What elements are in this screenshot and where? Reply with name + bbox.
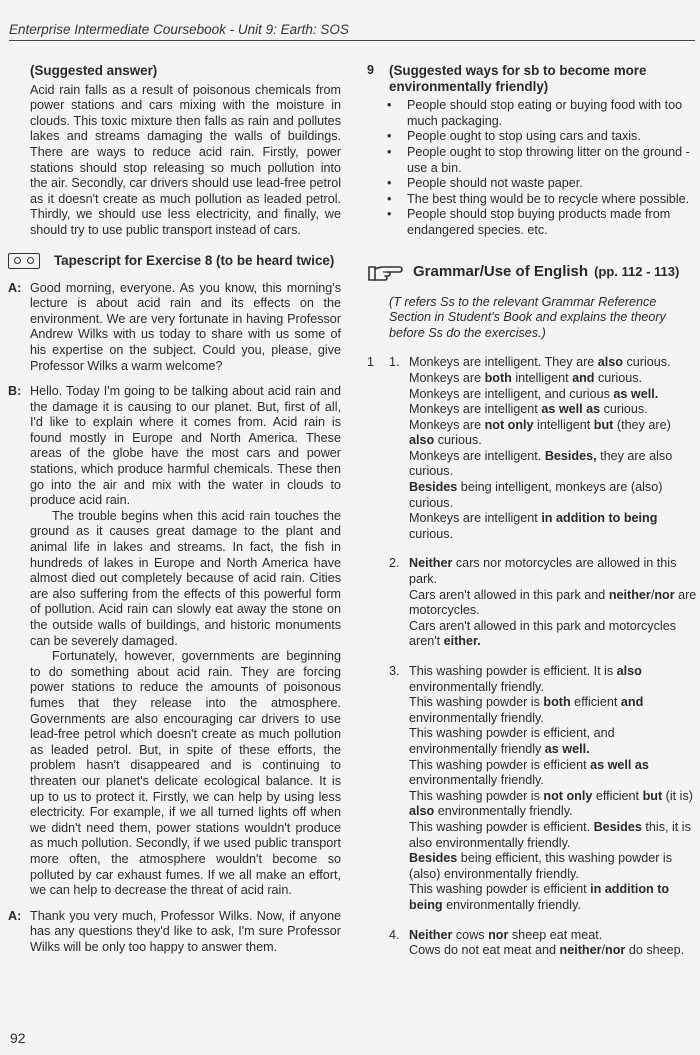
list-item: • People ought to stop throwing litter on the ground - use a bin. xyxy=(387,145,697,176)
exercise-number: 1 xyxy=(367,355,375,370)
suggested-answer-title: (Suggested answer) xyxy=(30,63,158,78)
answer-line: Monkeys are both intelligent and curious. xyxy=(409,370,643,385)
exercise-item-1 xyxy=(389,355,697,542)
lecture-paragraph: The trouble begins when this acid rain touches the ground as it causes great damage to the plant and animal life in lakes and streams. In fact, the fish in hundreds of lakes in Europe and North America have almost died out completely because of acid rain. Cities are also suffering from the effects of this powerful form of pollution. Acid rain can slowly eat away the stone on the outside walls of buildings, and historic monuments can be severely damaged. xyxy=(30,508,341,648)
item-number: 4. xyxy=(389,927,400,942)
answer-line: Monkeys are intelligent. They are also curious. xyxy=(409,355,671,370)
item-number: 1. xyxy=(389,355,400,370)
exercise-1 xyxy=(367,355,697,972)
lecture-paragraph: Fortunately, however, governments are beginning to do something about acid rain. They are forcing power stations to reduce the amounts of poisonous fumes that they release into the atmosphere. Governments are also encouraging car drivers to use lead-free petrol which doesn't create as much pollution as leaded petrol. But, in spite of these efforts, the problem hasn't disappeared and is continuing to threaten our planet's delicate ecological balance. It is up to us to protect it. Firstly, we can help by using less electricity. For example, if we all turned lights off when we didn't need them, power stations wouldn't produce as much pollution. Secondly, if we used public transport more often, the atmosphere wouldn't become so polluted by car exhaust fumes. If we all make an effort, we can help to decrease the threat of acid rain. xyxy=(30,649,341,898)
speaker-text: Thank you very much, Professor Wilks. Now, if anyone has any questions they'd like to ask, I'm sure Professor Wilks will be only too happy to answer them. xyxy=(30,908,341,954)
item-body xyxy=(409,355,697,542)
list-item: • People should not waste paper. xyxy=(387,176,697,192)
tapescript-title: Tapescript for Exercise 8 (to be heard twice) xyxy=(54,252,335,268)
exercise-1-items xyxy=(389,355,697,972)
answer-line: Cars aren't allowed in this park and neither/nor are motorcycles. xyxy=(409,587,697,618)
cassette-icon xyxy=(8,253,40,269)
speaker-text xyxy=(30,384,341,899)
answer-line: Monkeys are intelligent, and curious as well. xyxy=(409,386,659,401)
list-item: • The best thing would be to recycle where possible. xyxy=(387,192,697,208)
page-number: 92 xyxy=(10,1030,26,1046)
right-column xyxy=(367,63,697,973)
left-column xyxy=(8,63,341,965)
answer-line: Monkeys are intelligent as well as curious. xyxy=(409,402,648,417)
answer-line: This washing powder is efficient, and environmentally friendly as well. xyxy=(409,726,615,756)
teacher-note: (T refers Ss to the relevant Grammar Reference Section in Student's Book and explains the theory before Ss do the exercises.) xyxy=(389,294,666,340)
exercise-9 xyxy=(367,63,697,94)
answer-line: Monkeys are intelligent. Besides, they are also curious. xyxy=(409,448,673,479)
item-number: 2. xyxy=(389,556,400,571)
answer-line: Cows do not eat meat and neither/nor do sheep. xyxy=(409,943,685,958)
suggested-answer-text: Acid rain falls as a result of poisonous chemicals from power stations and cars mixing with the moisture in clouds. This toxic mixture then falls as rain and pollutes lakes and streams damaging the walls of buildings. There are ways to reduce acid rain. Firstly, power stations should stop releasing so much pollution into the air. Secondly, car drivers should use lead-free petrol as it doesn't create as much pollution as leaded petrol. Thirdly, we should use less electricity, and finally, we should try to use public transport instead of cars. xyxy=(30,82,341,237)
speaker-a-closing xyxy=(8,909,341,956)
answer-line: Monkeys are not only intelligent but (they are) also curious. xyxy=(409,417,671,448)
answer-line: Besides being intelligent, monkeys are (also) curious. xyxy=(409,480,663,510)
item-body xyxy=(409,556,697,650)
speaker-tag: A: xyxy=(8,908,22,923)
tapescript-heading xyxy=(8,253,341,269)
answer-line: Monkeys are intelligent in addition to being curious. xyxy=(409,511,658,541)
exercise-item-3 xyxy=(389,664,697,914)
exercise-item-4 xyxy=(389,928,697,959)
answer-line: Neither cows nor sheep eat meat. xyxy=(409,927,603,942)
exercise-item-2 xyxy=(389,556,697,650)
answer-line: This washing powder is both efficient and environmentally friendly. xyxy=(409,695,644,725)
answer-line: Cars aren't allowed in this park and motorcycles aren't either. xyxy=(409,618,676,649)
page-header: Enterprise Intermediate Coursebook - Unit 9: Earth: SOS xyxy=(9,22,695,41)
item-number: 3. xyxy=(389,664,400,678)
grammar-pages: (pp. 112 - 113) xyxy=(594,263,680,279)
speaker-b-lecture xyxy=(8,384,341,899)
speaker-tag: B: xyxy=(8,384,22,399)
speaker-text: Good morning, everyone. As you know, this morning's lecture is about acid rain and its effects on the environment. We are very fortunate in having Professor Andrew Wilks with us today to share with us some of his expertise on the subject. Could you, please, give Professor Wilks a warm welcome? xyxy=(30,280,341,373)
grammar-title: Grammar/Use of English xyxy=(413,262,589,280)
grammar-heading xyxy=(367,261,697,283)
list-item: • People ought to stop using cars and taxis. xyxy=(387,129,697,145)
list-item: • People should stop eating or buying food with too much packaging. xyxy=(387,98,697,129)
suggested-answer-block xyxy=(8,63,341,239)
answer-line: Neither cars nor motorcycles are allowed in this park. xyxy=(409,556,677,587)
speaker-a-intro xyxy=(8,281,341,375)
exercise-number: 9 xyxy=(367,63,375,77)
exercise-9-title: (Suggested ways for sb to become more environmentally friendly) xyxy=(389,63,647,94)
pointing-hand-icon xyxy=(367,261,407,283)
answer-line: This washing powder is efficient. It is also environmentally friendly. xyxy=(409,664,642,694)
lecture-paragraph: Hello. Today I'm going to be talking about acid rain and the damage it is causing to our planet. But, first of all, I'd like to explain where it comes from. Acid rain is found mostly in Europe and North America. These areas of the globe have the most cars and power stations, which produce harmful chemicals. These then go into the air and mix with the water in clouds to produce acid rain. xyxy=(30,384,341,508)
item-body xyxy=(409,664,697,914)
answer-line: Besides being efficient, this washing powder is (also) environmentally friendly. xyxy=(409,851,672,881)
answer-line: This washing powder is not only efficient but (it is) also environmentally friendly. xyxy=(409,788,693,819)
exercise-9-list xyxy=(367,98,697,238)
answer-line: This washing powder is efficient. Besides this, it is also environmentally friendly. xyxy=(409,819,691,850)
list-item: • People should stop buying products made from endangered species. etc. xyxy=(387,207,697,238)
speaker-tag: A: xyxy=(8,280,22,295)
item-body xyxy=(409,928,697,959)
answer-line: This washing powder is efficient as well as environmentally friendly. xyxy=(409,757,649,788)
answer-line: This washing powder is efficient in addition to being environmentally friendly. xyxy=(409,882,670,912)
